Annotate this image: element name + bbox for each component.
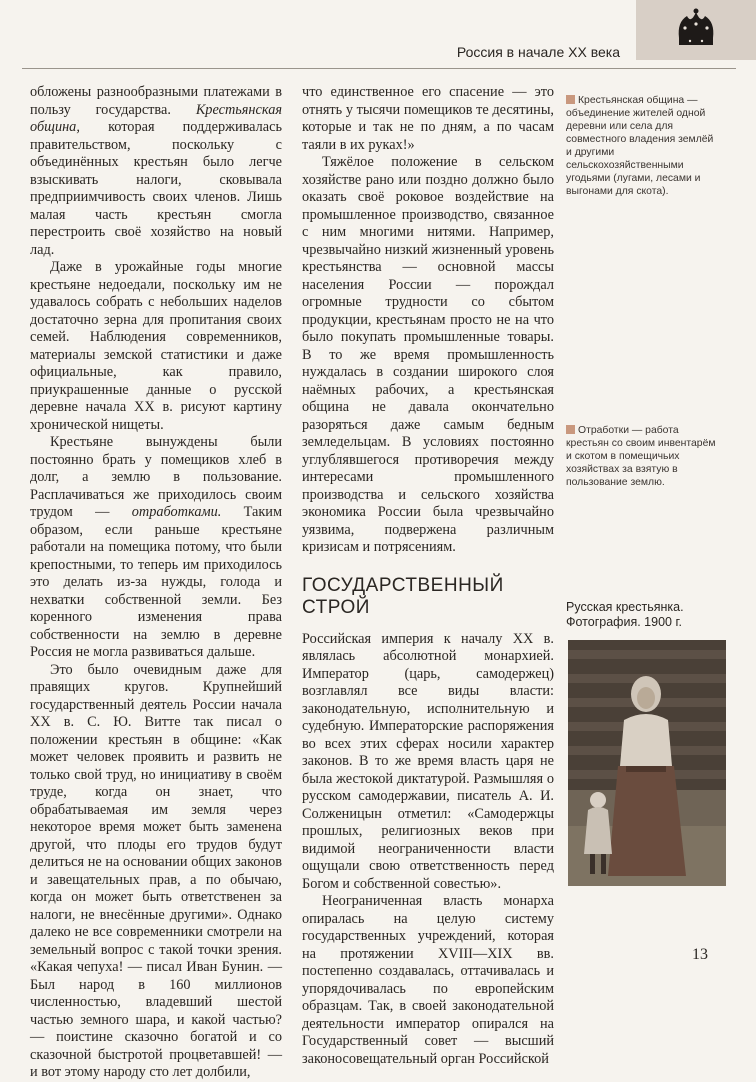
paragraph: Это было очевидным даже для правящих кругов. Крупнейший государственный деятель России начала XX в. С. Ю. Витте так писал о положении крестьян в общине: «Как может человек проявить и развить не только свой труд, но инициативу в своём труде, когда он знает, что обрабатываемая им земля через некоторое время может быть заменена другой, что плоды его трудов будут делиться не на основании общих законов и завещательных прав, а по обычаю, когда он может быть ответственен за налоги, не внесённые другими». Однако далеко не все современники смотрели на земельный вопрос с такой точки зрения. «Какая чепуха! — писал Иван Бунин. — Был народ в 160 миллионов численностью, владевший шестой частью земного шара, и какой частью? — поистине сказочно богатой и со сказочной быстротой процветавшей! — и вот этому народу сто лет долбили, xyxy=(30,661,282,1080)
header-divider xyxy=(22,68,736,69)
paragraph: Неограниченная власть монарха опиралась на целую систему государственных учреждений, которая на протяжении XVIII—XIX вв. постепенно создавалась, оттачивалась и упорядочивалась по европейским образцам. Так, в своей законодательной деятельности император опирался на Государственный совет — высший законосовещательный орган Российской xyxy=(302,893,554,1067)
square-marker-icon xyxy=(566,95,575,104)
paragraph: Даже в урожайные годы многие крестьяне недоедали, поскольку им не удавалось собрать с небольших наделов достаточно зерна для пропитания своих семей. Наблюдения современников, материалы земской статистики и даже официальные, как правило, приукрашенные данные о русской деревне начала XX в. рисуют картину хронической нищеты. xyxy=(30,259,282,433)
square-marker-icon xyxy=(566,425,575,434)
page-number: 13 xyxy=(692,946,708,963)
term-highlight: Крестьянская община, xyxy=(30,101,282,135)
section-heading: ГОСУДАРСТВЕННЫЙ СТРОЙ xyxy=(302,574,504,618)
paragraph: что единственное его спасение — это отнять у тысячи помещиков те десятины, которые и так не по дням, а по часам таяли в их руках!» xyxy=(302,84,554,153)
photo-caption: Русская крестьянка. Фотография. 1900 г. xyxy=(566,600,684,629)
running-header-title: Россия в начале XX века xyxy=(456,44,620,60)
paragraph: обложены разнообразными платежами в пользу государства. Крестьянская община, которая поддерживалась правительством, поскольку с объединённых крестьян было легче взыскивать налоги, сковывала предприимчивость своих членов. Лишь малая часть крестьян смогла перестроить своё хозяйство на новый лад. xyxy=(30,84,282,258)
paragraph: Российская империя к началу XX в. являлась абсолютной монархией. Император (царь, самодержец) возглавлял все виды власти: законодательную, исполнительную и судебную. Императорские распоряжения во всех этих сферах носили характер законов. В то же время власть царя не была жестокой диктатурой. Размышляя о русском самодержавии, писатель А. И. Солженицын отметил: «Самодержцы прошлых, религиозных веков при видимой неограниченности власти ощущали свою ответственность перед Богом и собственной совестью». xyxy=(302,630,554,892)
paragraph: Тяжёлое положение в сельском хозяйстве рано или поздно должно было оказать своё роковое воздействие на промышленное производство, связанное с ним многими нитями. Например, чрезвычайно низкий жизненный уровень крестьянства — основной массы населения России — порождал огромные трудности со сбытом продукции, крестьянам просто не на что было покупать промышленные товары. В то же время промышленность нуждалась в создании широкого слоя наёмных рабочих, а крестьянская община не давала окончательно разоряться даже самым бедным земледельцам. В условиях постоянно углублявшегося противоречия между интересами промышленного производства и сельского хозяйства экономика России была чрезвычайно уязвима, подвержена различным кризисам и потрясениям. xyxy=(302,154,554,555)
glossary-note-labor: Отработки — работа крестьян со своим инвентарём и скотом в помещичьих хозяйствах за взятую в пользование землю. xyxy=(566,425,716,488)
left-text-column xyxy=(30,84,282,1082)
peasant-woman-photo xyxy=(568,640,726,886)
crown-emblem-tab xyxy=(636,0,756,60)
glossary-note-community: Крестьянская община — объединение жителей одной деревни или села для совместного владения землёй и другими сельскохозяйственными угодьями (лугами, лесами и выгонами для скота). xyxy=(566,95,714,197)
paragraph: Крестьяне вынуждены были постоянно брать у помещиков хлеб в долг, а землю в пользование. Расплачиваться же приходилось своим трудом — отработками. Таким образом, если раньше крестьяне работали на помещика потому, что были крепостными, то теперь им приходилось это делать из-за нужды, голода и нехватки собственной земли. Без коренного изменения права собственности на землю в деревне Россия не могла развиваться дальше. xyxy=(30,434,283,660)
term-highlight: отработками. xyxy=(131,504,222,520)
right-text-column xyxy=(302,84,554,1068)
crown-icon xyxy=(673,8,719,52)
